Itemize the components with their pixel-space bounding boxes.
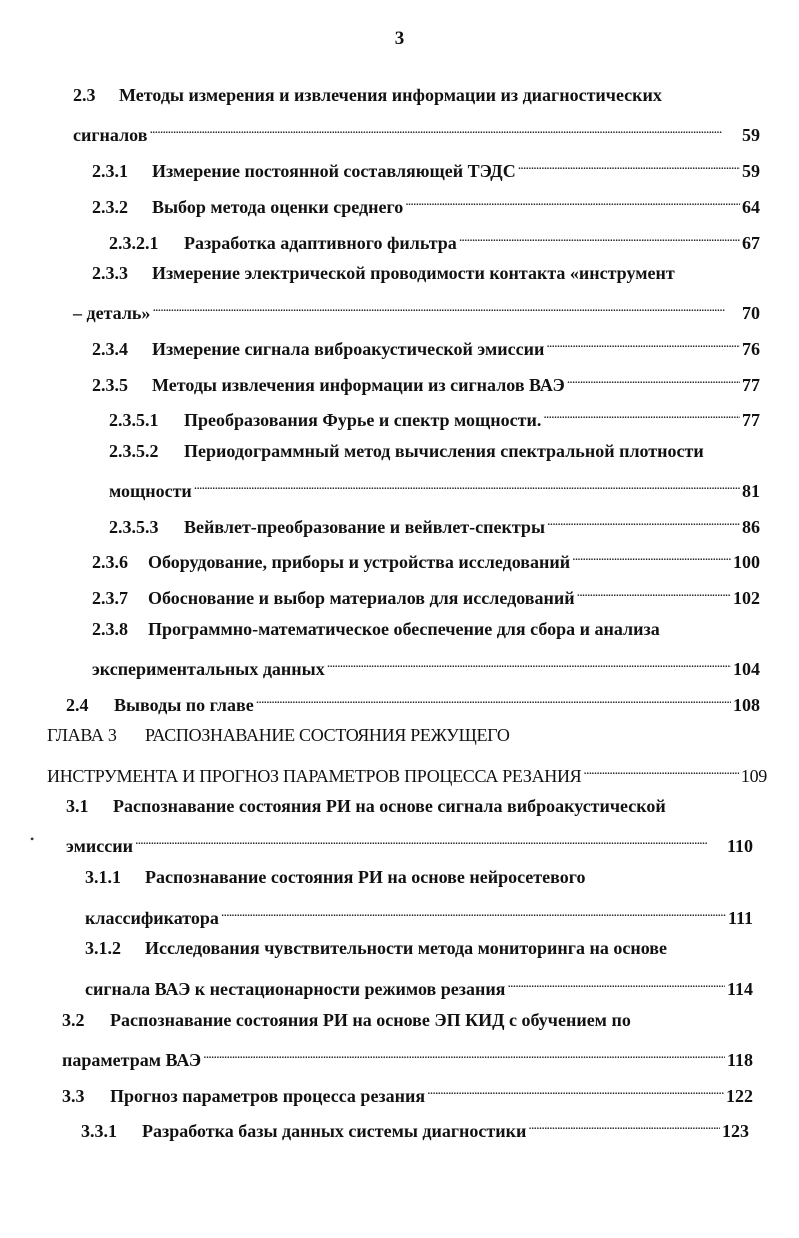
toc-leader-dots — [149, 119, 740, 141]
toc-title: Разработка базы данных системы диагностики — [142, 1121, 527, 1141]
scan-speck: • — [30, 832, 35, 846]
toc-entry-2-3-cont — [73, 119, 760, 146]
toc-entry-2-3-3 — [92, 262, 760, 284]
toc-entry-2-3-7 — [92, 582, 760, 609]
toc-title: Периодограммный метод вычисления спектральной плотности — [184, 441, 704, 461]
toc-leader-dots — [152, 297, 740, 319]
toc-page: 102 — [733, 588, 760, 608]
toc-title: Выводы по главе — [114, 695, 254, 715]
toc-entry-3-3 — [62, 1080, 753, 1107]
toc-number: 2.3.5 — [92, 375, 128, 395]
toc-entry-3-1-2-cont — [85, 973, 753, 1000]
toc-page: 86 — [742, 517, 760, 537]
toc-number: 3.3.1 — [81, 1121, 117, 1141]
toc-page: 111 — [727, 908, 753, 928]
toc-leader-dots — [518, 155, 740, 177]
toc-number: 3.1.2 — [85, 938, 121, 958]
toc-entry-2-3-8-cont — [92, 653, 760, 680]
toc-number: 2.3.2 — [92, 197, 128, 217]
toc-entry-2-3-5-2 — [109, 440, 760, 462]
toc-entry-3-1-1 — [85, 866, 753, 888]
toc-page: 59 — [742, 161, 760, 181]
toc-number: 2.3.5.1 — [109, 410, 159, 430]
toc-entry-2-3-5-2-cont — [109, 475, 760, 502]
toc-title: Выбор метода оценки среднего — [152, 197, 404, 217]
toc-entry-2-3-3-cont — [73, 297, 760, 324]
toc-chapter-3 — [47, 724, 760, 746]
toc-entry-2-3-5 — [92, 369, 760, 396]
toc-title: Распознавание состояния РИ на основе нейросетевого — [145, 867, 586, 887]
toc-leader-dots — [583, 760, 739, 782]
toc-number: 3.3 — [62, 1086, 85, 1106]
toc-entry-3-2-cont — [62, 1044, 753, 1071]
toc-title-continuation: классификатора — [85, 908, 219, 928]
toc-leader-dots — [405, 191, 740, 213]
toc-number: 3.1 — [66, 796, 89, 816]
toc-page: 81 — [742, 481, 760, 501]
toc-page: 104 — [733, 659, 760, 679]
toc-leader-dots — [203, 1044, 725, 1066]
toc-number: 2.3.7 — [92, 588, 128, 608]
toc-number: 2.3 — [73, 85, 96, 105]
toc-page: 114 — [726, 979, 753, 999]
toc-number: 2.3.4 — [92, 339, 128, 359]
toc-title: Методы измерения и извлечения информации из диагностических — [119, 85, 662, 105]
toc-number: 2.3.1 — [92, 161, 128, 181]
toc-title: Программно-математическое обеспечение для сбора и анализа — [148, 619, 660, 639]
toc-title: Преобразования Фурье и спектр мощности. — [184, 410, 542, 430]
toc-entry-3-3-1 — [81, 1115, 749, 1142]
toc-leader-dots — [546, 333, 740, 355]
toc-leader-dots — [327, 653, 731, 675]
toc-leader-dots — [543, 404, 740, 426]
toc-title: Распознавание состояния РИ на основе сигнала виброакустической — [113, 796, 666, 816]
toc-title: Измерение сигнала виброакустической эмиссии — [152, 339, 545, 359]
toc-entry-3-1-cont — [66, 830, 753, 857]
toc-chapter-3-cont — [47, 760, 767, 787]
toc-title: Прогноз параметров процесса резания — [110, 1086, 426, 1106]
toc-leader-dots — [459, 227, 740, 249]
toc-title: Оборудование, приборы и устройства исследований — [148, 552, 571, 572]
toc-page: 123 — [722, 1121, 749, 1141]
toc-chapter-number: ГЛАВА 3 — [47, 725, 117, 745]
toc-entry-3-1-1-cont — [85, 902, 753, 929]
toc-page: 59 — [742, 125, 760, 145]
toc-leader-dots — [427, 1080, 724, 1102]
toc-number: 2.3.2.1 — [109, 233, 159, 253]
toc-page: 70 — [742, 303, 760, 323]
toc-chapter-title: РАСПОЗНАВАНИЕ СОСТОЯНИЯ РЕЖУЩЕГО — [145, 725, 510, 745]
toc-leader-dots — [194, 475, 740, 497]
toc-page: 118 — [726, 1050, 753, 1070]
toc-number: 2.3.5.3 — [109, 517, 159, 537]
toc-page: 77 — [742, 375, 760, 395]
toc-entry-2-3-2 — [92, 191, 760, 218]
toc-title: Измерение постоянной составляющей ТЭДС — [152, 161, 516, 181]
toc-number: 2.3.6 — [92, 552, 128, 572]
toc-page: 122 — [726, 1086, 753, 1106]
toc-number: 3.2 — [62, 1010, 85, 1030]
toc-page: 76 — [742, 339, 760, 359]
toc-page: 77 — [742, 410, 760, 430]
toc-title: Разработка адаптивного фильтра — [184, 233, 457, 253]
toc-number: 3.1.1 — [85, 867, 121, 887]
toc-entry-2-3-5-1 — [109, 404, 760, 431]
toc-leader-dots — [572, 546, 731, 568]
toc-page: 67 — [742, 233, 760, 253]
toc-number: 2.3.3 — [92, 263, 128, 283]
toc-title-continuation: – деталь» — [73, 303, 151, 323]
toc-leader-dots — [547, 511, 740, 533]
toc-entry-3-1-2 — [85, 937, 753, 959]
toc-title: Исследования чувствительности метода мониторинга на основе — [145, 938, 667, 958]
toc-title: Измерение электрической проводимости контакта «инструмент — [152, 263, 675, 283]
toc-title: Обоснование и выбор материалов для исследований — [148, 588, 575, 608]
toc-entry-2-3-8 — [92, 618, 760, 640]
toc-entry-2-3-4 — [92, 333, 760, 360]
toc-entry-2-3-5-3 — [109, 511, 760, 538]
toc-page: 100 — [733, 552, 760, 572]
toc-entry-3-1 — [66, 795, 760, 817]
toc-leader-dots — [256, 689, 731, 711]
toc-title-continuation: экспериментальных данных — [92, 659, 325, 679]
toc-title-continuation: параметрам ВАЭ — [62, 1050, 202, 1070]
toc-page: 64 — [742, 197, 760, 217]
toc-title-continuation: мощности — [109, 481, 192, 501]
toc-leader-dots — [577, 582, 731, 604]
toc-entry-2-3-2-1 — [109, 227, 760, 254]
toc-chapter-title-continuation: ИНСТРУМЕНТА И ПРОГНОЗ ПАРАМЕТРОВ ПРОЦЕССА РЕЗАНИЯ — [47, 766, 582, 786]
toc-leader-dots — [528, 1115, 720, 1137]
toc-page: 109 — [740, 766, 767, 786]
toc-entry-2-3 — [73, 84, 753, 106]
toc-leader-dots — [507, 973, 725, 995]
toc-page: 110 — [726, 836, 753, 856]
toc-title: Распознавание состояния РИ на основе ЭП КИД с обучением по — [110, 1010, 631, 1030]
toc-leader-dots — [567, 369, 740, 391]
toc-entry-2-3-6 — [92, 546, 760, 573]
toc-title-continuation: сигналов — [73, 125, 148, 145]
toc-entry-3-2 — [62, 1009, 753, 1031]
toc-title: Методы извлечения информации из сигналов ВАЭ — [152, 375, 565, 395]
toc-number: 2.3.8 — [92, 619, 128, 639]
toc-title: Вейвлет-преобразование и вейвлет-спектры — [184, 517, 545, 537]
page-number: 3 — [394, 28, 405, 49]
toc-leader-dots — [221, 902, 726, 924]
toc-title-continuation: сигнала ВАЭ к нестационарности режимов резания — [85, 979, 506, 999]
toc-number: 2.3.5.2 — [109, 441, 159, 461]
toc-leader-dots — [135, 830, 725, 852]
toc-entry-2-3-1 — [92, 155, 760, 182]
toc-entry-2-4 — [66, 689, 760, 716]
toc-page: 108 — [733, 695, 760, 715]
toc-number: 2.4 — [66, 695, 89, 715]
toc-title-continuation: эмиссии — [66, 836, 133, 856]
